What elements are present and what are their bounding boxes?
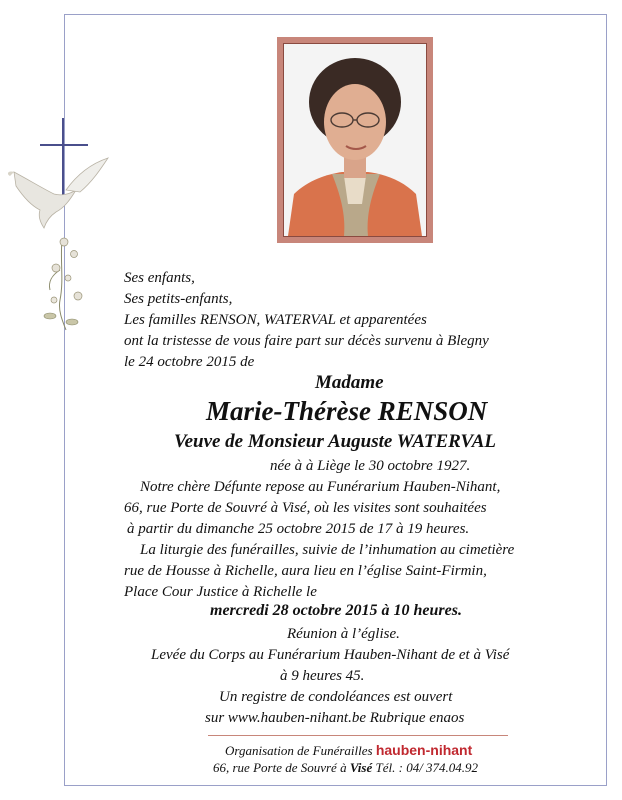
family-line-1: Ses enfants, — [124, 270, 195, 286]
portrait-illustration — [284, 44, 426, 236]
detail-line-5: rue de Housse à Richelle, aura lieu en l’église Saint-Firmin, — [124, 563, 487, 579]
detail-line-8: Levée du Corps au Funérarium Hauben-Nihant de et à Visé — [151, 647, 510, 663]
family-line-2: Ses petits-enfants, — [124, 291, 233, 307]
portrait-photo-frame — [277, 37, 433, 243]
detail-line-2: 66, rue Porte de Souvré à Visé, où les visites sont souhaitées — [124, 500, 487, 516]
deceased-widow-of: Veuve de Monsieur Auguste WATERVAL — [174, 431, 497, 452]
footer-organisation — [225, 742, 472, 759]
footer-org-prefix: Organisation de Funérailles — [225, 743, 373, 758]
family-line-4: ont la tristesse de vous faire part sur décès survenu à Blegny — [124, 333, 489, 349]
condolences-website: sur www.hauben-nihant.be Rubrique enaos — [205, 710, 465, 726]
funeral-date: mercredi 28 octobre 2015 à 10 heures. — [210, 602, 462, 619]
detail-line-3: à partir du dimanche 25 octobre 2015 de 17 à 19 heures. — [127, 521, 470, 537]
footer-address-city: Visé — [349, 760, 373, 775]
detail-line-1: Notre chère Défunte repose au Funérarium Hauben-Nihant, — [140, 479, 501, 495]
footer-phone: Tél. : 04/ 374.04.92 — [375, 760, 479, 775]
detail-line-4: La liturgie des funérailles, suivie de l’inhumation au cimetière — [140, 542, 515, 558]
brand-logo: hauben-nihant — [375, 742, 473, 758]
detail-line-10: Un registre de condoléances est ouvert — [219, 689, 453, 705]
detail-line-7: Réunion à l’église. — [287, 626, 400, 642]
detail-line-9: à 9 heures 45. — [280, 668, 365, 684]
footer-divider — [208, 735, 508, 736]
deceased-name: Marie-Thérèse RENSON — [206, 396, 488, 426]
footer-address — [213, 760, 478, 776]
dove-icon — [4, 150, 114, 340]
deceased-birth: née à à Liège le 30 octobre 1927. — [270, 458, 471, 474]
detail-line-6: Place Cour Justice à Richelle le — [124, 584, 317, 600]
family-line-5: le 24 octobre 2015 de — [124, 354, 255, 370]
footer-address-street: 66, rue Porte de Souvré à — [213, 760, 347, 775]
family-line-3: Les familles RENSON, WATERVAL et apparentées — [124, 312, 427, 328]
portrait-photo — [283, 43, 427, 237]
deceased-title: Madame — [315, 372, 384, 393]
